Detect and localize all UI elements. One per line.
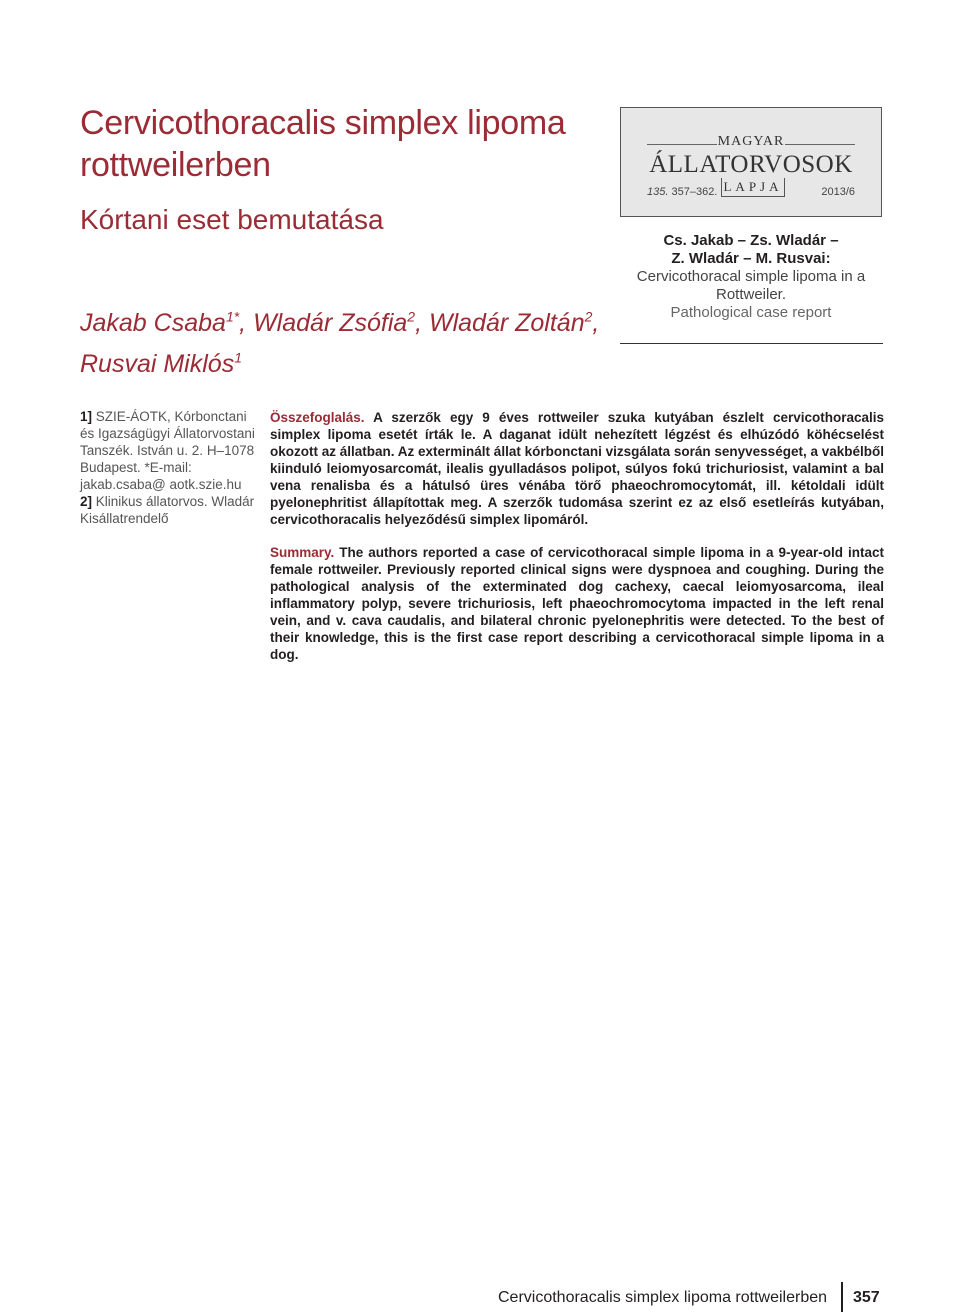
english-title: Cervicothoracal simple lipoma in a Rottweiler. [636, 268, 866, 303]
author: Rusvai Miklós$^1$ [80, 349, 242, 378]
author: Wladár Zoltán$^2$, [429, 309, 600, 338]
running-title: Cervicothoracalis simplex lipoma rottweilerben [498, 1289, 828, 1306]
abstract-hungarian: Összefoglalás. A szerzők egy 9 éves rottweiler szuka kutyában észlelt cervicothoracalis simplex lipoma esetét írták le. A daganat idült nehezített légzést és elhúzódó köhécselést okozott az állatban. Az exterminált állat kórbonctani vizsgálata során senyvességet, a vakbélből kiinduló leiomyosarcomát, ilealis gyulladásos polipot, súlyos fokú trichuriosist, valamint a bal vena renalisba és a hátulsó üres vénába törő phaeochromocytomát, ill. kétoldali idült pyelonephritist állapítottak meg. A szerzők tudomása szerint ez az első esetleírás kutyában, cervicothoracalis helyeződésű simplex lipomáról. [270, 410, 885, 527]
affiliation-1: 1] SZIE-ÁOTK, Kórbonctani és Igazságügyi Állatorvostani Tanszék. István u. 2. H–1078 Budapest. *E-mail: jakab.csaba@ aotk.szie.hu [80, 409, 255, 492]
author-list [80, 300, 620, 381]
author: Jakab Csaba$^{1*}$, [80, 309, 254, 338]
english-authors-line2: Z. Wladár – M. Rusvai: [671, 250, 831, 267]
journal-lapja: LAPJA [721, 178, 785, 197]
affiliations [80, 408, 260, 527]
abstract-english: Summary. The authors reported a case of cervicothoracal simple lipoma in a 9-year-old intact female rottweiler. Previously reported clinical signs were dyspnoea and coughing. During the pathological analysis of the exterminated dog cachexy, caecal leiomyosarcoma, ileal inflammatory polyp, severe trichuriosis, left phaeochromocytoma impacted in the left renal vein, and v. cava caudalis, and bilateral chronic pyelonephritis were detected. To the best of their knowledge, this is the first case report describing a cervicothoracal simple lipoma in a dog. [270, 545, 884, 662]
article-title: Cervicothoracalis simplex lipoma rottweilerben [80, 104, 566, 184]
journal-magyar: MAGYAR [717, 134, 785, 149]
article-subtitle: Kórtani eset bemutatása [80, 204, 384, 235]
affiliation-2: 2] Klinikus állatorvos. Wladár Kisállatrendelő [80, 494, 255, 526]
logo-rule-right [785, 144, 855, 145]
header-rule [620, 343, 883, 344]
journal-logo-box [620, 107, 882, 217]
english-citation [620, 232, 882, 322]
page-number: 357 [853, 1289, 880, 1306]
english-article-type: Pathological case report [670, 304, 832, 321]
journal-name: ÁLLATORVOSOK [649, 151, 853, 178]
journal-issue: 2013/6 [821, 186, 855, 198]
footer-divider [841, 1282, 843, 1312]
english-authors-line1: Cs. Jakab – Zs. Wladár – [663, 232, 839, 249]
author: Wladár Zsófia$^2$, [253, 309, 429, 338]
journal-volume-pages: 135. 357–362. [647, 186, 718, 198]
